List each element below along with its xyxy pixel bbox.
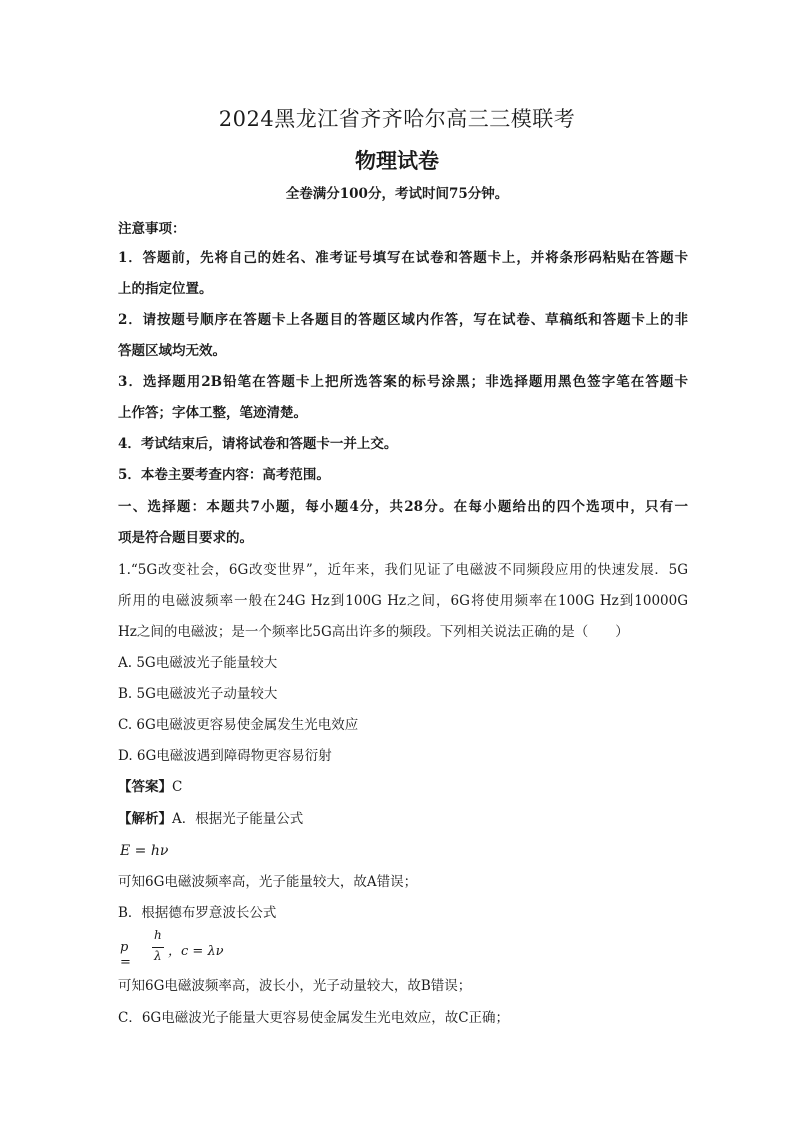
notes-line: 1．答题前，先将自己的姓名、准考证号填写在试卷和答题卡上，并将条形码粘贴在答题卡 xyxy=(118,250,688,266)
analysis-b-intro: B．根据德布罗意波长公式 xyxy=(118,905,277,921)
analysis-label: 【解析】 xyxy=(118,811,172,827)
analysis-a-conclusion: 可知6G电磁波频率高，光子能量较大，故A错误； xyxy=(118,874,418,890)
notes-heading: 注意事项： xyxy=(118,221,186,237)
notes-line: 上的指定位置。 xyxy=(118,281,213,297)
exam-subtitle: 物理试卷 xyxy=(355,148,439,173)
notes-line: 3．选择题用2B铅笔在答题卡上把所选答案的标号涂黑；非选择题用黑色签字笔在答题卡 xyxy=(118,374,688,390)
exam-meta: 全卷满分100分，考试时间75分钟。 xyxy=(285,186,509,202)
notes-line: 2．请按题号顺序在答题卡上各题目的答题区域内作答，写在试卷、草稿纸和答题卡上的非 xyxy=(118,312,688,328)
notes-line: 5．本卷主要考查内容：高考范围。 xyxy=(118,467,330,483)
analysis-a-intro xyxy=(118,809,688,829)
notes-line: 上作答；字体工整，笔迹清楚。 xyxy=(118,405,307,421)
answer-line xyxy=(118,777,688,797)
question-stem-line: 所用的电磁波频率一般在24G Hz到100G Hz之间，6G将使用频率在100G Hz到10000G xyxy=(118,593,688,609)
question-stem-line: 1.“5G改变社会，6G改变世界”，近年来，我们见证了电磁波不同频段应用的快速发展．5G xyxy=(118,562,688,578)
answer-label: 【答案】 xyxy=(118,779,172,795)
formula-lhs: p = xyxy=(120,940,131,970)
formula-energy: E = hν xyxy=(120,843,169,859)
section-heading-line: 项是符合题目要求的。 xyxy=(118,530,253,546)
answer-value: C xyxy=(172,779,183,795)
option-a: A. 5G电磁波光子能量较大 xyxy=(118,655,278,671)
option-d: D. 6G电磁波遇到障碍物更容易衍射 xyxy=(118,748,332,764)
notes-line: 答题区域均无效。 xyxy=(118,343,226,359)
analysis-c-conclusion: C．6G电磁波光子能量大更容易使金属发生光电效应，故C正确； xyxy=(118,1010,510,1026)
analysis-b-conclusion: 可知6G电磁波频率高，波长小，光子动量较大，故B错误； xyxy=(118,978,472,994)
option-b: B. 5G电磁波光子动量较大 xyxy=(118,686,278,702)
section-heading-line: 一、选择题：本题共7小题，每小题4分，共28分。在每小题给出的四个选项中，只有一 xyxy=(118,499,688,515)
formula-numerator: h xyxy=(154,928,162,942)
notes-line: 4．考试结束后，请将试卷和答题卡一并上交。 xyxy=(118,436,398,452)
exam-title: 2024黑龙江省齐齐哈尔高三三模联考 xyxy=(218,107,576,131)
question-stem-line: Hz之间的电磁波；是一个频率比5G高出许多的频段。下列相关说法正确的是（ ） xyxy=(118,624,629,640)
option-c: C. 6G电磁波更容易使金属发生光电效应 xyxy=(118,717,359,733)
analysis-a-text: A．根据光子能量公式 xyxy=(172,811,304,827)
formula-denominator: λ xyxy=(154,949,162,963)
fraction-bar xyxy=(152,947,164,948)
formula-rest: ，c = λν xyxy=(168,944,224,959)
